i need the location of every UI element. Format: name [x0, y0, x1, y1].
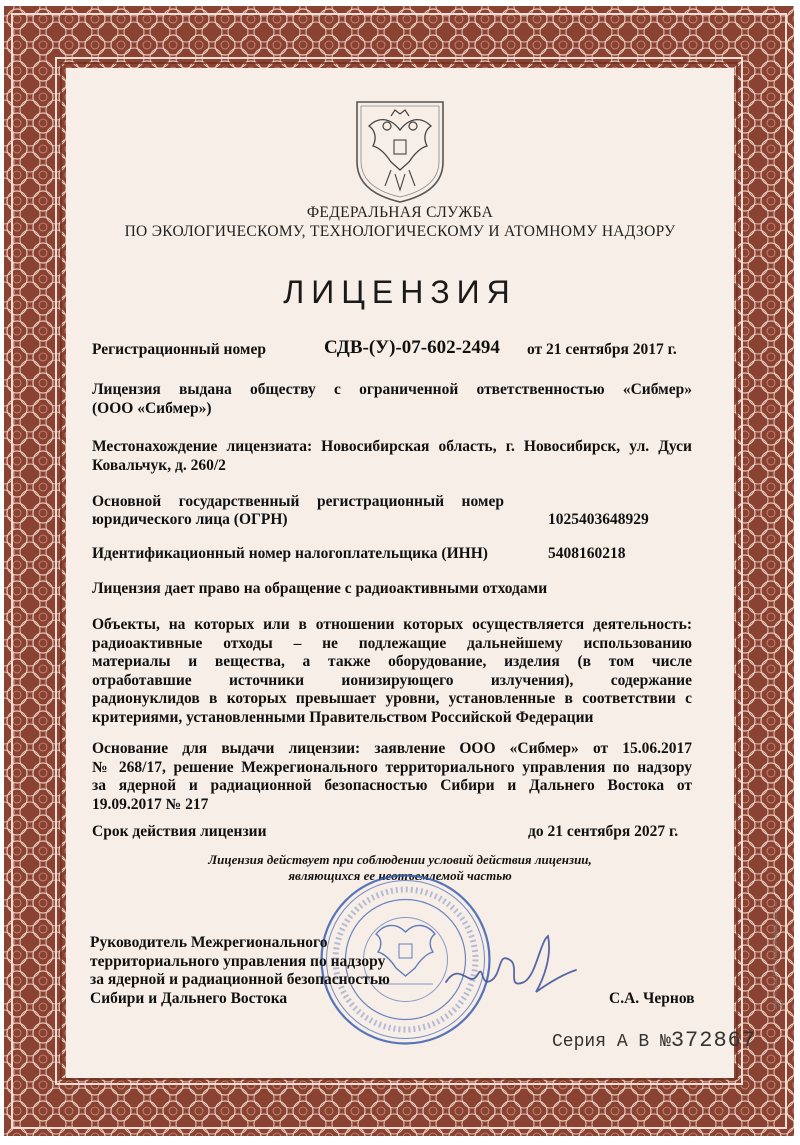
basis-line: № 268/17, решение Межрегионального территориального управления по надзору — [92, 758, 692, 776]
objects-paragraph — [92, 616, 692, 727]
registration-date: от 21 сентября 2017 г. — [527, 341, 677, 358]
objects-line: критериями, установленными Правительством Российской Федерации — [92, 708, 594, 726]
objects-line: радиоактивные отходы – не подлежащие дальнейшему использованию — [92, 634, 692, 652]
registration-label: Регистрационный номер — [92, 341, 266, 358]
objects-line: Объекты, на которых или в отношении которых осуществляется деятельность: — [92, 616, 692, 633]
basis-paragraph — [92, 740, 692, 814]
location-line1: Местонахождение лицензиата: Новосибирская область, г. Новосибирск, ул. Дуси — [92, 438, 692, 455]
double-headed-eagle-icon — [351, 96, 449, 204]
objects-line: отработавшие источники ионизирующего излучения), содержание — [92, 671, 692, 689]
basis-line: Основание для выдачи лицензии: заявление ООО «Сибмер» от 15.06.2017 — [92, 740, 692, 757]
signatory-line: за ядерной и радиационной безопасностью — [90, 971, 390, 988]
validity-value: до 21 сентября 2027 г. — [528, 823, 679, 840]
ogrn-label-line1: Основной государственный регистрационный номер — [92, 493, 504, 510]
basis-line: за ядерной и радиационной безопасностью Сибири и Дальнего Востока от — [92, 777, 692, 794]
form-serial — [552, 1028, 756, 1053]
signatory-name: С.А. Чернов — [609, 990, 695, 1007]
agency-name-line1: ФЕДЕРАЛЬНАЯ СЛУЖБА — [306, 204, 494, 221]
inn-value: 5408160218 — [548, 545, 626, 562]
serial-series: А В — [616, 1032, 650, 1052]
ogrn-label-line2: юридического лица (ОГРН) — [92, 511, 288, 528]
document-title: ЛИЦЕНЗИЯ — [283, 274, 517, 310]
coat-of-arms — [351, 96, 449, 204]
serial-number: 372867 — [670, 1028, 757, 1053]
signatory-line: территориального управления по надзору — [90, 952, 386, 970]
signatory-line: Руководитель Межрегионального — [90, 934, 328, 951]
registration-number: СДВ-(У)-07-602-2494 — [324, 337, 500, 358]
issued-to-line2: (ООО «Сибмер») — [92, 400, 212, 417]
agency-name-line2: ПО ЭКОЛОГИЧЕСКОМУ, ТЕХНОЛОГИЧЕСКОМУ И АТОМНОМУ НАДЗОРУ — [124, 223, 676, 240]
issued-to-line1: Лицензия выдана обществу с ограниченной ответственностью «Сибмер» — [92, 381, 692, 398]
serial-number-sign: № — [660, 1032, 671, 1052]
signatory-line: Сибири и Дальнего Востока — [90, 989, 288, 1007]
handwritten-signature-icon — [440, 930, 580, 1000]
license-right: Лицензия дает право на обращение с радиоактивными отходами — [92, 580, 548, 597]
objects-line: радионуклидов в которых превышает уровни, установленные в соответствии с — [92, 690, 692, 707]
validity-label: Срок действия лицензии — [92, 823, 267, 840]
location-line2: Ковальчук, д. 260/2 — [92, 457, 226, 474]
signature — [440, 930, 580, 1000]
conditions-line2: являющихся ее неотъемлемой частью — [288, 868, 512, 883]
conditions-line1: Лицензия действует при соблюдении условий действия лицензии, — [208, 852, 592, 867]
serial-prefix: Серия — [552, 1032, 607, 1052]
basis-line: 19.09.2017 № 217 — [92, 795, 209, 813]
inn-label: Идентификационный номер налогоплательщика (ИНН) — [92, 545, 488, 562]
signatory-block — [90, 934, 390, 1008]
ogrn-value: 1025403648929 — [548, 511, 649, 528]
objects-line: материалы и вещества, а также оборудование, изделия (в том числе — [92, 653, 692, 670]
printer-note: ЗАО «СИБЕРМ», Новосибирск, 2014 г., «Б» — [773, 901, 785, 1010]
